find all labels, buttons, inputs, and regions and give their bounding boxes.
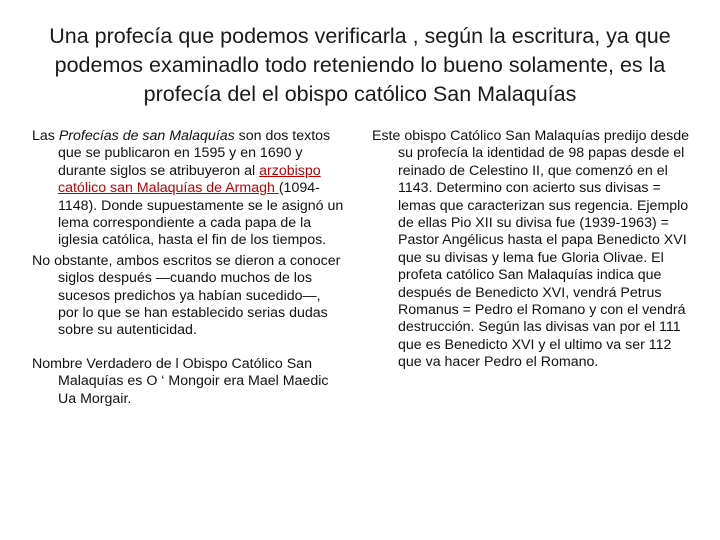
armagh-link[interactable]: arzobispo católico san Malaquías de Armagh — [58, 162, 321, 197]
right-column — [372, 128, 690, 372]
p1-italic-title: Profecías de san Malaquías — [58, 128, 235, 144]
left-column — [32, 128, 344, 408]
p1-text: son dos textos que se publicaron en 1595 y en 1690 y durante siglos se atribuyeron al — [58, 128, 331, 179]
left-paragraph-3: Nombre Verdadero de l Obispo Católico San Malaquías es O ‘ Mongoir era Mael Maedic Ua Morgair. — [32, 355, 329, 407]
p1-after-link: (1094-1148). Donde supuestamente se le asignó un lema correspondiente a cada papa de la iglesia católica, hasta el fin de los tiempos. — [58, 180, 344, 249]
left-paragraph-2: No obstante, ambos escritos se dieron a conocer siglos después —cuando muchos de los sucesos predichos ya habían sucedido—, por lo que se han establecido serias dudas sobre su autenticidad. — [32, 252, 341, 339]
right-paragraph-1: Este obispo Católico San Malaquías predijo desde su profecía la identidad de 98 papas desde el reinado de Celestino II, que comenzó en el 1143. Determino con acierto sus divisas = lemas que caracterizan sus regencia. Ejemplo de ellas Pio XII su divisa fue (1939-1963) = Pastor Angélicus hasta el papa Benedicto XVI que su divisas y lema fue Gloria Olivae. El profeta católico San Malaquías indica que después de Benedicto XVI, vendrá Petrus Romanus = Pedro el Romano y con el vendrá destrucción. Según las divisas van por el 111 que es Benedicto XVI y el ultimo va ser 112 que va hacer Pedro el Romano. — [372, 128, 690, 371]
slide-title: Una profecía que podemos verificarla , según la escritura, ya que podemos examinadlo todo reteniendo lo bueno solamente, es la profecía del el obispo católico San Malaquías — [49, 24, 671, 106]
left-paragraph-1 — [32, 128, 344, 250]
spacer — [32, 340, 344, 356]
p1-intro: Las — [32, 128, 59, 144]
